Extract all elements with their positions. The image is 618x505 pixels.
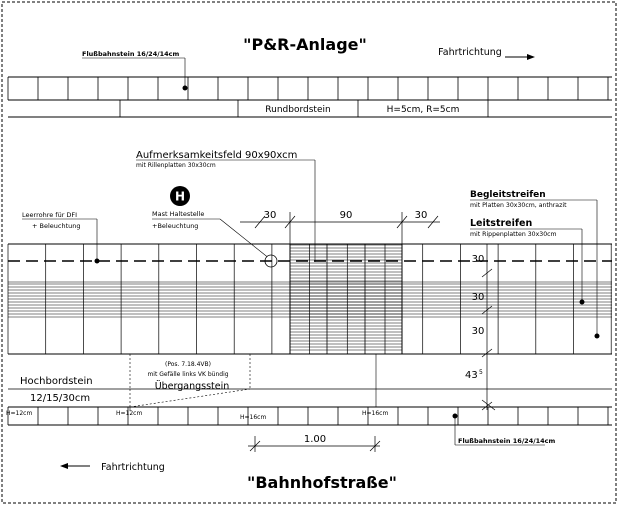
- gefaelle-note: mit Gefälle links VK bündig: [147, 371, 229, 378]
- begleit-sub: mit Platten 30x30cm, anthrazit: [470, 202, 567, 209]
- h16-label-b: H=16cm: [362, 410, 389, 417]
- top-title: "P&R-Anlage": [243, 35, 367, 54]
- top-direction-label: Fahrtrichtung: [438, 47, 502, 58]
- aufmerk-sub: mit Rillenplatten 30x30cm: [136, 162, 216, 169]
- h16-label-a: H=16cm: [240, 414, 267, 421]
- bottom-title: "Bahnhofstraße": [246, 473, 398, 492]
- hochbord-label: Hochbordstein: [20, 376, 93, 387]
- mast-label-2: +Beleuchtung: [152, 222, 199, 230]
- bottom-direction-arrow: [60, 463, 90, 469]
- h12-label-a: H=12cm: [6, 410, 33, 417]
- dim-row-30-mid: 30: [471, 292, 485, 303]
- hochbord-dims: 12/15/30cm: [30, 393, 91, 404]
- dim-row-30-bot: 30: [471, 326, 485, 337]
- top-flussbahnstein-marker: [183, 86, 188, 91]
- rundbordstein-dims: H=5cm, R=5cm: [386, 105, 460, 115]
- top-flussbahnstein-label: Flußbahnstein 16/24/14cm: [82, 50, 180, 58]
- bottom-flussbahnstein-label: Flußbahnstein 16/24/14cm: [458, 437, 556, 445]
- dim-1-00: 1.00: [303, 434, 327, 445]
- leerrohre-label-1: Leerrohre für DFI: [22, 211, 78, 219]
- dim-30-left: 30: [263, 210, 277, 221]
- rundbordstein-label: Rundbordstein: [265, 105, 331, 115]
- mast-label-1: Mast Haltestelle: [152, 210, 205, 218]
- platform-band: [8, 244, 612, 354]
- uebergang-label: Übergangsstein: [154, 381, 230, 392]
- bus-stop-symbol: H: [174, 189, 186, 204]
- h12-label-b: H=12cm: [116, 410, 143, 417]
- lower-curb-region: [8, 354, 612, 425]
- leit-sub: mit Rippenplatten 30x30cm: [470, 231, 557, 238]
- begleit-title: Begleitstreifen: [470, 190, 546, 200]
- dim-43-sup: 5: [479, 369, 483, 376]
- leerrohre-label-2: + Beleuchtung: [32, 222, 81, 230]
- bottom-direction-label: Fahrtrichtung: [101, 462, 165, 473]
- top-direction-arrow: [505, 54, 535, 60]
- top-curb-row: [8, 77, 612, 100]
- dim-row-30-top: 30: [471, 254, 485, 265]
- aufmerk-title: Aufmerksamkeitsfeld 90x90xcm: [136, 150, 298, 161]
- leit-title: Leitstreifen: [470, 218, 533, 229]
- dim-30-right: 30: [414, 210, 428, 221]
- dim-43: 43: [465, 370, 478, 381]
- dim-90: 90: [339, 210, 353, 221]
- pos-note: (Pos. 7.18.4VB): [164, 361, 212, 368]
